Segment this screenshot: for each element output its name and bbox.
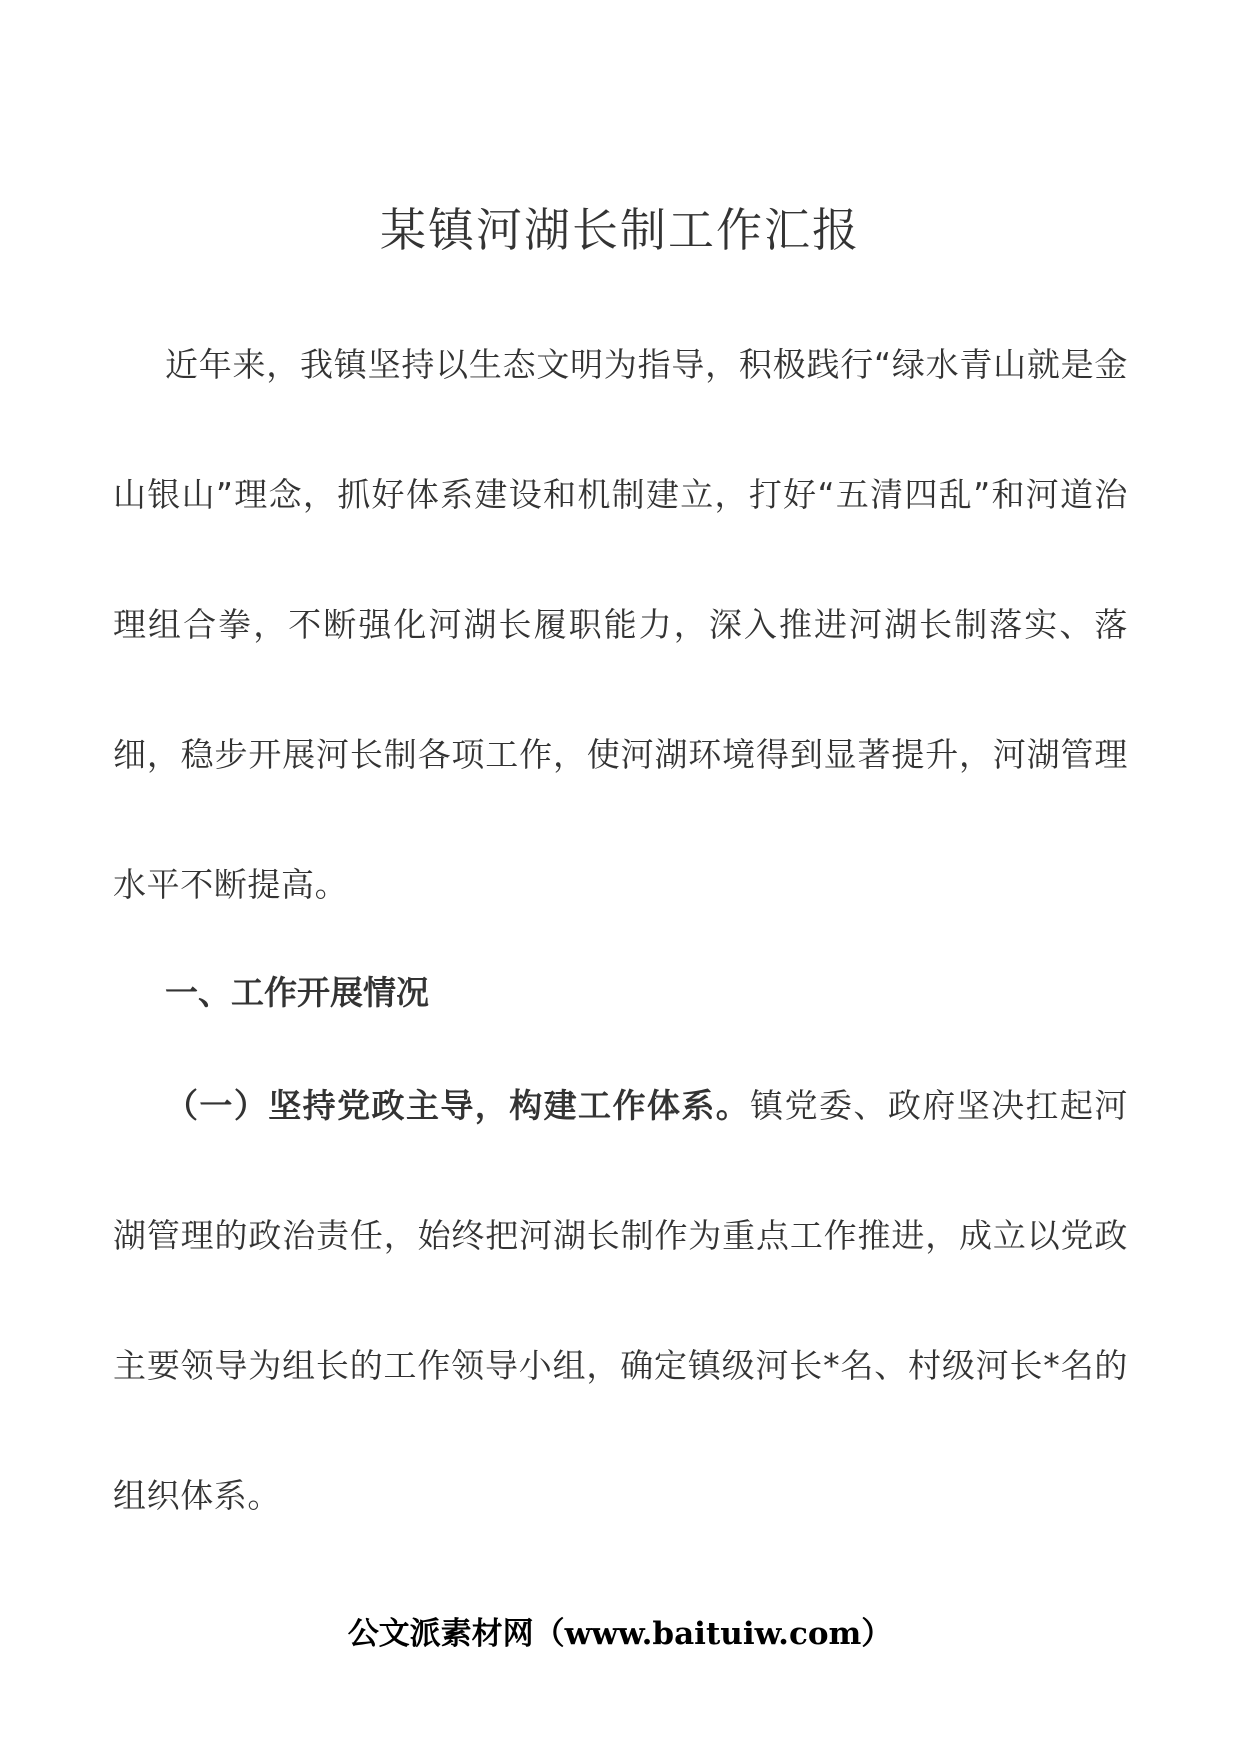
intro-paragraph: 近年来，我镇坚持以生态文明为指导，积极践行“绿水青山就是金山银山”理念，抓好体系建设和机制建立，打好“五清四乱”和河道治理组合拳，不断强化河湖长履职能力，深入推进河湖长制落实、落细，稳步开展河长制各项工作，使河湖环境得到显著提升，河湖管理水平不断提高。	[113, 345, 1128, 904]
section-heading: 一、工作开展情况	[165, 973, 429, 1012]
subsection-lead: （一）坚持党政主导，构建工作体系。	[165, 1086, 751, 1125]
subsection-paragraph	[113, 1041, 1128, 1561]
footer-watermark: 公文派素材网（www.baituiw.com）	[347, 1616, 893, 1652]
document-title: 某镇河湖长制工作汇报	[380, 203, 860, 257]
subsection-body: 镇党委、政府坚决扛起河湖管理的政治责任，始终把河湖长制作为重点工作推进，成立以党政主要领导为组长的工作领导小组，确定镇级河长*名、村级河长*名的组织体系。	[113, 1086, 1128, 1515]
